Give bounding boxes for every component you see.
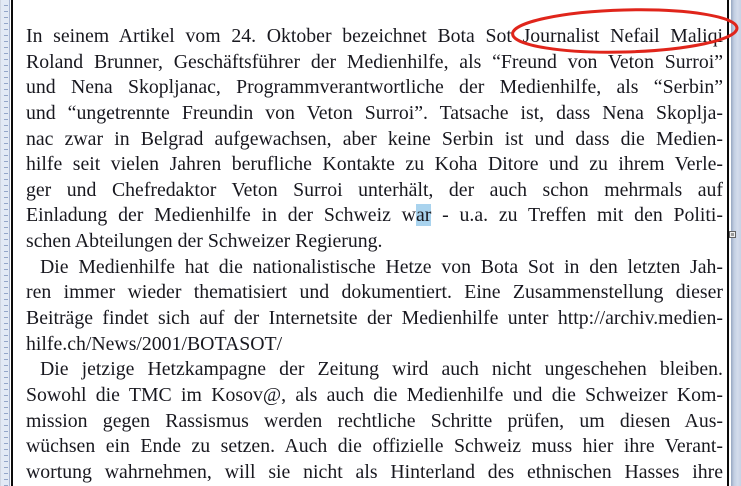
line-content bbox=[26, 410, 723, 432]
text-block bbox=[26, 24, 723, 486]
text-line bbox=[26, 383, 723, 409]
text-line bbox=[26, 152, 723, 178]
text-segment: Die jetzige Hetzkampagne der Zeitung wird auch nicht ungeschehen bleiben. bbox=[40, 358, 723, 381]
text-segment: wüchsen ein Ende zu setzen. Auch die offizielle Schweiz muss hier ihre Verant- bbox=[26, 435, 723, 458]
line-content bbox=[26, 204, 723, 226]
sizing-handle[interactable] bbox=[729, 231, 736, 238]
line-content bbox=[26, 128, 723, 150]
text-segment: und “ungetrennte Freundin von Veton Surroi”. Tatsache ist, dass Nena Skoplja- bbox=[26, 101, 723, 124]
text-line bbox=[26, 255, 723, 281]
text-segment: ger und Chefredaktor Veton Surroi unterhält, der auch schon mehrmals auf bbox=[26, 178, 723, 201]
text-segment: ren immer wieder thematisiert und dokumentiert. Eine Zusammenstellung dieser bbox=[26, 281, 723, 304]
line-content bbox=[26, 281, 723, 303]
line-content bbox=[26, 230, 383, 252]
text-segment: Roland Brunner, Geschäftsführer der Medienhilfe, als “Freund von Veton Surroi” bbox=[26, 50, 723, 73]
text-line bbox=[26, 357, 723, 383]
line-content bbox=[40, 256, 723, 278]
line-content bbox=[26, 153, 723, 175]
text-line bbox=[26, 127, 723, 153]
text-line bbox=[26, 306, 723, 332]
page-border-right bbox=[727, 0, 729, 486]
text-line bbox=[26, 101, 723, 127]
text-segment: Sowohl die TMC im Kosov@, als auch die Medienhilfe und die Schweizer Kom- bbox=[26, 383, 723, 406]
line-content bbox=[26, 461, 723, 483]
line-content bbox=[26, 51, 723, 73]
vertical-ruler bbox=[0, 0, 10, 486]
line-content bbox=[26, 102, 723, 124]
line-content bbox=[26, 435, 723, 457]
text-line bbox=[26, 409, 723, 435]
line-content bbox=[26, 179, 723, 201]
text-segment: - u.a. zu Treffen mit den Politi- bbox=[431, 204, 723, 227]
text-line bbox=[26, 229, 723, 255]
text-line bbox=[26, 203, 723, 229]
text-segment: hilfe.ch/News/2001/BOTASOT/ bbox=[26, 332, 283, 355]
line-content bbox=[26, 25, 723, 47]
text-segment: Die Medienhilfe hat die nationalistische Hetze von Bota Sot in den letzten Jah- bbox=[40, 255, 723, 278]
text-segment: In seinem Artikel vom 24. Oktober bezeichnet Bota Sot bbox=[26, 25, 523, 47]
line-content bbox=[26, 384, 723, 406]
text-segment: schen Abteilungen der Schweizer Regierung. bbox=[26, 230, 383, 253]
text-segment: nac zwar in Belgrad aufgewachsen, aber keine Serbin ist und dass die Medien- bbox=[26, 127, 723, 150]
page-border-left bbox=[11, 0, 13, 486]
page-edge-strip bbox=[731, 0, 741, 486]
circled-text: Journalist Nefail Maliqi bbox=[522, 25, 724, 47]
line-content bbox=[26, 76, 723, 98]
text-line bbox=[26, 434, 723, 460]
text-segment: mission gegen Rassismus werden rechtliche Schritte prüfen, um diesen Aus- bbox=[26, 409, 723, 432]
text-line bbox=[26, 280, 723, 306]
text-segment: und Nena Skopljanac, Programmverantwortliche der Medienhilfe, als “Serbin” bbox=[26, 76, 723, 99]
line-content bbox=[26, 307, 723, 329]
text-line bbox=[26, 332, 723, 358]
text-line bbox=[26, 460, 723, 486]
text-segment: hilfe seit vielen Jahren berufliche Kontakte zu Koha Ditore und zu ihrem Verle- bbox=[26, 153, 723, 176]
text-line bbox=[26, 178, 723, 204]
text-segment: Beiträge findet sich auf der Internetsite der Medienhilfe unter http://archiv.medien- bbox=[26, 307, 723, 330]
line-content bbox=[26, 333, 282, 355]
ruler-tick-marks bbox=[4, 0, 8, 486]
text-segment: wortung wahrnehmen, will sie nicht als Hinterland des ethnischen Hasses ihre bbox=[26, 460, 723, 483]
highlighted-text: ar bbox=[415, 204, 432, 227]
text-line bbox=[26, 50, 723, 76]
text-segment: Einladung der Medienhilfe in der Schweiz w bbox=[26, 204, 416, 227]
text-line bbox=[26, 24, 723, 50]
line-content bbox=[40, 358, 723, 380]
text-line bbox=[26, 75, 723, 101]
